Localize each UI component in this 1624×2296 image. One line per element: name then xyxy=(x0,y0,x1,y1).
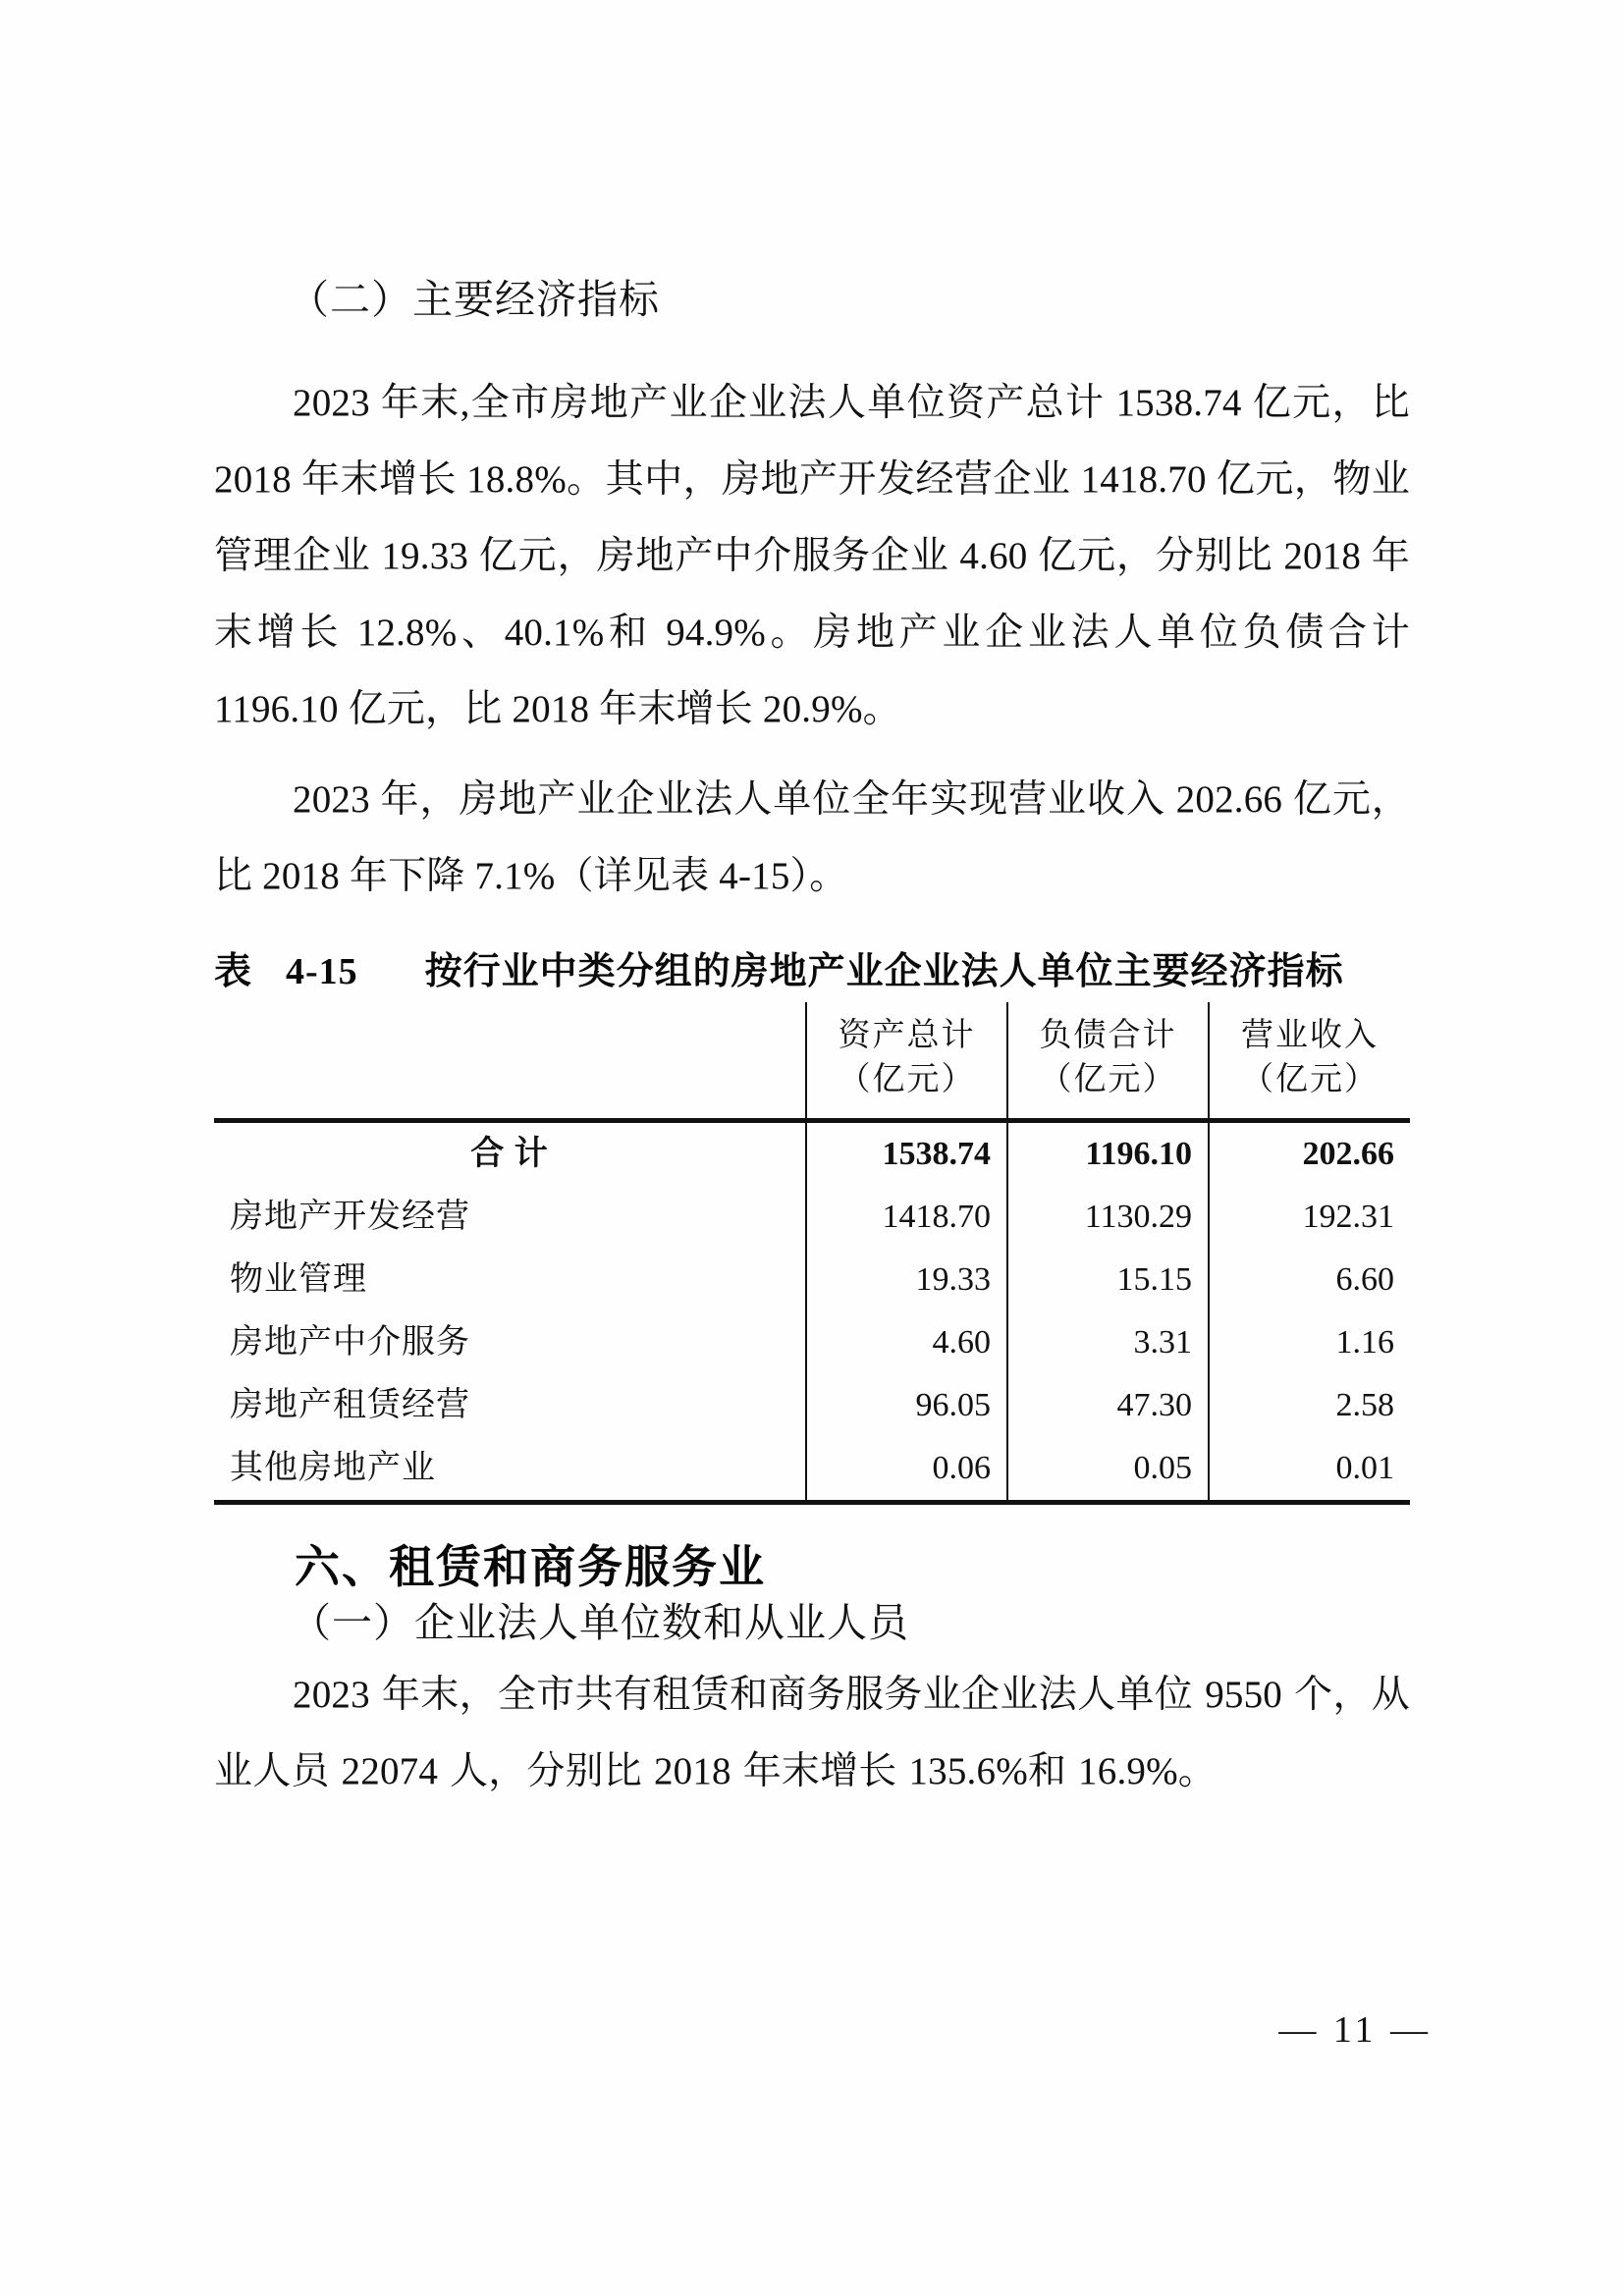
section-heading-economic-indicators: （二）主要经济指标 xyxy=(289,277,660,322)
cell-liabilities: 47.30 xyxy=(1007,1374,1209,1437)
header-stub xyxy=(214,1002,806,1121)
cell-liabilities: 1130.29 xyxy=(1007,1186,1209,1249)
cell-assets: 19.33 xyxy=(806,1249,1007,1311)
table-row xyxy=(214,1123,1410,1186)
row-label xyxy=(214,1123,806,1186)
header-line-2: （亿元） xyxy=(1039,1062,1177,1097)
paragraph-assets-liabilities: 2023 年末,全市房地产业企业法人单位资产总计 1538.74 亿元，比 2018 年末增长 18.8%。其中，房地产开发经营企业 1418.70 亿元，物业管理企业 19.33 亿元，房地产中介服务企业 4.60 亿元，分别比 2018 年末增长 12.8%、40.1%和 94.9%。房地产业企业法人单位负债合计 1196.10 亿元，比 2018 年末增长 20.9%。 xyxy=(214,382,1410,730)
table-4-15 xyxy=(214,1002,1410,1505)
table-body xyxy=(214,1123,1410,1503)
cell-assets: 96.05 xyxy=(806,1374,1007,1437)
header-total-liabilities xyxy=(1007,1002,1209,1121)
cell-revenue: 1.16 xyxy=(1335,1324,1394,1361)
table-row xyxy=(214,1311,1410,1374)
page-content xyxy=(214,277,1410,1810)
table-row xyxy=(214,1374,1410,1437)
header-total-assets xyxy=(806,1002,1007,1121)
cell-revenue: 6.60 xyxy=(1335,1261,1394,1298)
row-label: 房地产租赁经营 xyxy=(214,1374,806,1437)
header-line-1: 营业收入 xyxy=(1240,1018,1379,1053)
cell-liabilities: 3.31 xyxy=(1007,1311,1209,1374)
cell-assets: 1418.70 xyxy=(806,1186,1007,1249)
cell-assets: 1538.74 xyxy=(806,1123,1007,1186)
table-caption xyxy=(214,940,1410,994)
cell-revenue: 2.58 xyxy=(1335,1387,1394,1423)
table-head xyxy=(214,1002,1410,1121)
cell-assets: 0.06 xyxy=(806,1437,1007,1503)
cell-revenue: 192.31 xyxy=(1302,1199,1394,1235)
table-label: 表 xyxy=(214,951,253,992)
row-label: 房地产中介服务 xyxy=(214,1311,806,1374)
table-caption-text: 按行业中类分组的房地产业企业法人单位主要经济指标 xyxy=(424,951,1344,992)
page-number: — 11 — xyxy=(1278,2009,1432,2051)
header-line-2: （亿元） xyxy=(1240,1062,1379,1097)
table-row xyxy=(214,1437,1410,1503)
cell-liabilities: 0.05 xyxy=(1007,1437,1209,1503)
cell-revenue: 202.66 xyxy=(1302,1136,1394,1172)
spacer xyxy=(214,915,1410,940)
table-row xyxy=(214,1186,1410,1249)
table-header-row xyxy=(214,1002,1410,1121)
section-heading-enterprise-units-employees: （一）企业法人单位数和从业人员 xyxy=(291,1600,909,1645)
row-label: 物业管理 xyxy=(214,1249,806,1311)
row-label: 房地产开发经营 xyxy=(214,1186,806,1249)
header-line-2: （亿元） xyxy=(838,1062,976,1097)
paragraph-revenue: 2023 年，房地产业企业法人单位全年实现营业收入 202.66 亿元，比 2018 年下降 7.1%（详见表 4-15）。 xyxy=(214,778,1410,897)
header-line-1: 负债合计 xyxy=(1039,1018,1177,1053)
spacer xyxy=(214,1505,1410,1544)
row-label-text: 合 计 xyxy=(470,1136,549,1172)
cell-revenue: 0.01 xyxy=(1335,1450,1394,1486)
paragraph-leasing-units: 2023 年末，全市共有租赁和商务服务业企业法人单位 9550 个，从业人员 22074 人，分别比 2018 年末增长 135.6%和 16.9%。 xyxy=(214,1674,1410,1792)
spacer xyxy=(214,1643,1410,1657)
cell-assets: 4.60 xyxy=(806,1311,1007,1374)
table-row xyxy=(214,1249,1410,1311)
header-operating-revenue xyxy=(1209,1002,1410,1121)
cell-liabilities: 15.15 xyxy=(1007,1249,1209,1311)
table-number: 4-15 xyxy=(286,951,358,992)
section-heading-leasing-business-services: 六、租赁和商务服务业 xyxy=(295,1541,766,1592)
header-line-1: 资产总计 xyxy=(838,1018,976,1053)
cell-liabilities: 1196.10 xyxy=(1007,1123,1209,1186)
row-label: 其他房地产业 xyxy=(214,1437,806,1503)
spacer xyxy=(214,748,1410,762)
